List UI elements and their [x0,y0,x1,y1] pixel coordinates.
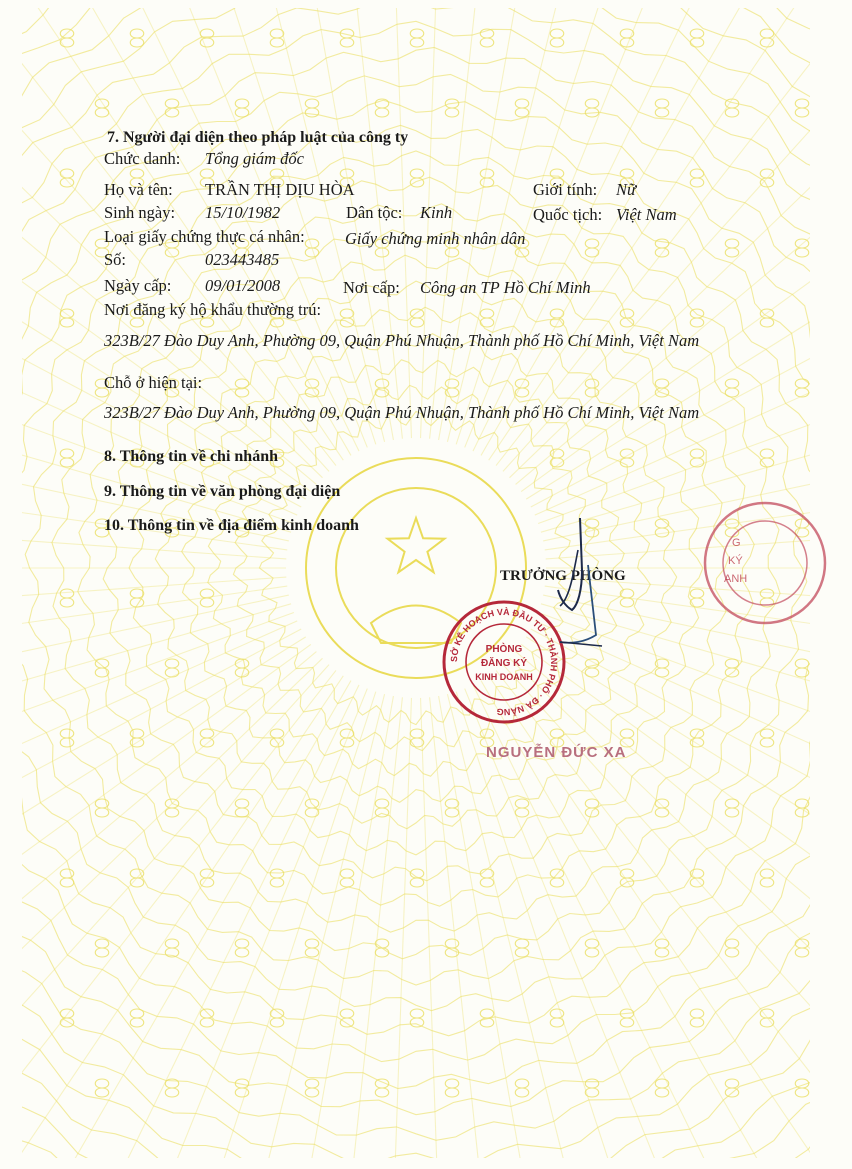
dob-label: Sinh ngày: [104,203,176,222]
handwritten-signature [530,510,630,660]
id-number-label: Số: [104,250,127,269]
stamp-line-1: PHÒNG [485,644,523,655]
ethnicity-value: Kinh [420,203,453,222]
section-10-heading: 10. Thông tin về địa điểm kinh doanh [104,517,359,534]
current-address-label: Chỗ ở hiện tại: [104,373,203,392]
issue-place-value: Công an TP Hồ Chí Minh [420,278,591,297]
name-label: Họ và tên: [104,180,173,199]
dob-value: 15/10/1982 [205,203,281,222]
nationality-value: Việt Nam [616,205,677,224]
issue-place-label: Nơi cấp: [343,278,400,297]
permanent-address-label: Nơi đăng ký hộ khẩu thường trú: [104,300,322,319]
gender-label: Giới tính: [533,180,598,199]
name-value: TRẦN THỊ DỊU HÒA [205,180,355,199]
gender-value: Nữ [616,180,637,199]
stamp-line-2: ĐĂNG KÝ [480,658,528,669]
position-value: Tổng giám đốc [205,149,304,168]
stamp-ring-text: SỞ KẾ HOẠCH VÀ ĐẦU TƯ · THÀNH PHỐ · ĐÀ NẴNG [448,606,560,718]
official-title: TRƯỞNG PHÒNG [500,568,626,584]
partial-stamp-seal [700,498,830,628]
id-number-value: 023443485 [205,250,280,269]
stamp-line-3: KINH DOANH [475,672,533,682]
id-type-value: Giấy chứng minh nhân dân [345,229,526,248]
svg-text:G: G [732,537,741,549]
nationality-label: Quốc tịch: [533,205,603,224]
issue-date-label: Ngày cấp: [104,276,172,295]
svg-text:ANH: ANH [724,573,748,585]
section-9-heading: 9. Thông tin về văn phòng đại diện [104,483,341,500]
current-address-value: 323B/27 Đào Duy Anh, Phường 09, Quận Phú Nhuận, Thành phố Hồ Chí Minh, Việt Nam [104,403,700,422]
svg-text:KÝ: KÝ [728,555,743,567]
issue-date-value: 09/01/2008 [205,276,281,295]
position-label: Chức danh: [104,149,181,168]
permanent-address-value: 323B/27 Đào Duy Anh, Phường 09, Quận Phú Nhuận, Thành phố Hồ Chí Minh, Việt Nam [104,331,700,350]
ethnicity-label: Dân tộc: [346,203,403,222]
official-name: NGUYỄN ĐỨC XA [486,744,627,761]
section-7-heading: 7. Người đại diện theo pháp luật của công ty [107,129,409,146]
section-8-heading: 8. Thông tin về chi nhánh [104,448,278,465]
id-type-label: Loại giấy chứng thực cá nhân: [104,227,305,246]
